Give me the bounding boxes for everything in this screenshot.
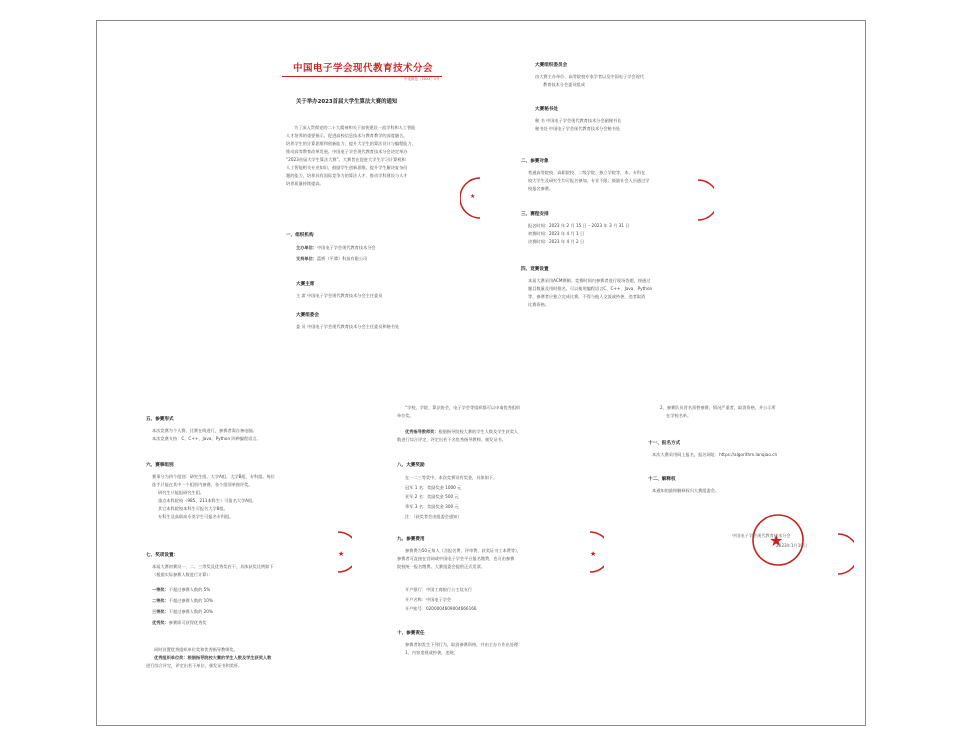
- text-line: 在学校名单。: [666, 412, 692, 418]
- award-item: [152, 596, 213, 607]
- award-label: 二等奖：: [152, 597, 169, 603]
- teacher-award-first: 根据指导院校大赛的学生人数及学生获奖人: [438, 429, 519, 434]
- text-line: 本届大赛初赛设一、二、三等奖及优秀奖若干，具体获奖比例如下: [152, 564, 274, 569]
- bank-value: 中国工商银行公主坟支行: [425, 587, 473, 592]
- extra-awards-text: [146, 646, 316, 670]
- text-line: 决赛时间：2023 年 4 月 2 日: [528, 238, 585, 244]
- text-line: 等，参赛者应独立完成比赛，不得与他人交流或抄袭，违者取消: [528, 293, 646, 299]
- text-line: 院校统一报名缴费。大赛组委会提供正式发票。: [397, 563, 485, 569]
- bank-row: [405, 595, 477, 605]
- sign-date: 2023年1月10日: [776, 543, 808, 548]
- section-title: 十、参赛责任: [397, 631, 425, 636]
- bank-label: 开户银行：: [405, 587, 426, 592]
- text-line: 普通高等院校、高职院校、二级学院、独立学院等，本、专科在: [528, 170, 646, 175]
- sec7-text: [152, 563, 312, 579]
- intro-paragraph: [286, 124, 444, 188]
- award-value: 不超过参赛人数的 20%: [168, 608, 213, 614]
- text-line: 冠军 1 名：奖励奖金 1000 元: [405, 484, 462, 490]
- bank-label: 开户名称：: [405, 596, 426, 602]
- text-line: “学校、学院、算法协会，电子学会等组织都可以申请优秀组织: [405, 405, 521, 410]
- official-seal: [750, 512, 806, 568]
- text-line: 1、内容违规或抄袭，违规；: [405, 649, 458, 655]
- bank-value: 中国电子学会: [425, 596, 452, 602]
- section-title: 十二、解释权: [648, 477, 676, 482]
- text-line: 题目数量及用时排名。可以使用编程语言C、C++、Java、Python: [528, 285, 653, 291]
- text-line: 由大赛主办单位、高等院校专家学者以及中国电子学会现代: [535, 74, 644, 79]
- text-line: 报名时间：2023 年 2 月 15 日 – 2023 年 3 月 31 日: [528, 223, 630, 228]
- chair-line: 主 席 中国电子学会现代教育技术分会主任委员: [296, 293, 383, 298]
- chair-title: 大赛主席: [296, 282, 315, 287]
- red-seal-partial: [590, 530, 604, 574]
- bank-label: 开户账号：: [405, 606, 426, 612]
- committee-line: 委 员 中国电子学会现代教育技术分会主任委员和秘书处: [296, 324, 400, 329]
- text-line: 注：（获奖者会由组委会通知）: [405, 513, 462, 519]
- sec2-text: [528, 169, 678, 193]
- doc-title: 关于举办2023首届大学生算法大赛的通知: [296, 99, 398, 105]
- bank-row: [405, 604, 477, 614]
- sec12-text: 本通知的最终解释权归大赛组委会。: [652, 488, 720, 493]
- sec10-text: [397, 641, 582, 657]
- text-line: 本次竞赛支持：C、C++、Java、Python 四种编程语言。: [152, 435, 261, 441]
- intro-line: 培养学生的计算思维和创新能力，提升大学生的算法设计与编程能力，: [286, 140, 416, 146]
- award-label: 优秀奖：: [152, 619, 169, 625]
- svg-text:★: ★: [338, 550, 345, 558]
- text-line: 在一二三等奖中，本次竞赛设有奖金，具体如下。: [405, 475, 498, 480]
- intro-line: 培养质量持续提高。: [286, 180, 324, 186]
- org-committee-title: 大赛组织委员会: [535, 63, 568, 68]
- bank-value: 0200004609004666166: [425, 606, 477, 612]
- text-line: 2、参赛队员冒名顶替参赛，情况严重者，取消资格，并公示所: [660, 405, 776, 410]
- award-label: 一等奖：: [152, 587, 169, 592]
- cont-text: [397, 404, 572, 420]
- sec9-text: [397, 547, 582, 571]
- sec5-text: [152, 427, 261, 443]
- red-seal-partial: [338, 530, 352, 574]
- text-line: 进行综合评定，评定出若干单位，颁发证书和奖杯。: [146, 662, 243, 668]
- award-label: 三等奖：: [152, 608, 169, 614]
- sec6-text: [152, 473, 302, 521]
- award-value: 不超过参赛人数的 5%: [168, 587, 211, 592]
- sec8-text: [405, 473, 497, 521]
- text-line: 参赛费为50元每人（含报名费、评审费、获奖证书工本费等），: [405, 548, 522, 553]
- award-value: 不超过参赛人数的 10%: [168, 597, 213, 603]
- award-item: [152, 618, 213, 629]
- svg-text:★: ★: [769, 531, 784, 550]
- text-line: 校大学生及研究生均可报名参加，专业不限；鼓励社会人员通过学: [528, 177, 650, 183]
- text-line: 参赛者如发生下列行为，取消参赛资格，并由主办方作出处理：: [405, 642, 523, 647]
- text-line: 同时设置优秀组织单位奖和优秀指导教师奖。: [154, 647, 238, 652]
- text-line: 优秀组织单位奖：根据指导院校大赛的学生人数及学生获奖人数: [154, 654, 272, 660]
- host-label: 主办单位：: [296, 245, 317, 250]
- section-title: 三、赛程安排: [521, 212, 549, 217]
- text-line: 季军 3 名：奖励奖金 300 元: [405, 503, 459, 509]
- text-line: 比赛资格。: [528, 301, 549, 307]
- text-line: 本届大赛采用ACM赛制。竞赛时间内参赛者进行现场答题，按通过: [528, 278, 651, 283]
- text-line: 研究生只能报研究生组。: [158, 489, 205, 495]
- bank-row: [405, 585, 477, 595]
- award-item: [152, 585, 213, 596]
- teacher-award-label: 优秀指导教师奖：: [405, 429, 439, 434]
- text-line: 数进行综合评定，评定出若干名优秀指导教师，颁发证书。: [397, 436, 506, 442]
- section-title: 六、赛事组别: [146, 463, 174, 468]
- sec3-text: [528, 222, 629, 246]
- item2-text: [652, 404, 812, 420]
- red-seal-partial: [698, 178, 714, 222]
- svg-text:★: ★: [590, 550, 597, 558]
- section-title: 四、竞赛设置: [521, 267, 549, 272]
- award-value: 参赛即可获得优秀奖: [168, 619, 207, 625]
- text-line: 重点本科院校（985、211本科生）可报名大学A组。: [158, 497, 257, 503]
- text-line: 其它本科院校本科生可报名大学B组。: [158, 505, 228, 511]
- text-line: 秘 书 中国电子学会现代教育技术分会副秘书长: [535, 118, 622, 123]
- text-line: 校报名参赛。: [528, 185, 554, 191]
- text-line: （根据实际参赛人数进行计算）：: [152, 571, 213, 577]
- intro-line: 人才培养的重要指示，促进高校信息技术与教育教学的深度融合，: [286, 132, 408, 138]
- org-committee-text: [535, 73, 685, 89]
- intro-line: 人工智能相关专业知识，鼓励学生创新思维，提升学生解决复杂问: [286, 164, 408, 170]
- text-line: 教育技术分会委员组成: [543, 81, 585, 87]
- sign-org: 中国电子学会现代教育技术分会: [732, 533, 791, 538]
- red-seal-partial: [460, 176, 480, 220]
- teacher-award-text: [397, 428, 572, 444]
- text-line: 选手只能在其中一个组别内参赛。各个组别单独评奖。: [152, 481, 253, 487]
- red-seal-partial: [838, 532, 854, 576]
- section-title: 一、组织机构: [286, 233, 314, 238]
- text-line: 专科生及高职高专类学生可报名专科组。: [158, 513, 234, 519]
- intro-line: 推动高等教育改革发展。中国电子学会现代教育技术分会决定举办: [286, 148, 408, 154]
- awards-list: [152, 585, 213, 629]
- section-title: 七、奖项设置：: [146, 553, 179, 558]
- text-line: [397, 428, 572, 436]
- support-value: 蓝桥（平潭）科技有限公司: [316, 256, 368, 261]
- text-line: 参赛者可直接在官网或中国电子学会平台报名缴费，也可由参赛: [397, 555, 515, 561]
- section-title: 五、参赛形式: [146, 417, 174, 422]
- host-value: 中国电子学会现代教育技术分会: [316, 245, 376, 250]
- award-item: [152, 607, 213, 618]
- support-label: 支持单位：: [296, 256, 317, 261]
- text-line: 单位奖。: [397, 412, 414, 418]
- section-title: 十一、报名方式: [648, 441, 681, 446]
- support-unit: [296, 255, 367, 263]
- sec4-text: [528, 277, 678, 309]
- text-line: 亚军 2 名：奖励奖金 500 元: [405, 494, 459, 500]
- sec11-text: 本次大赛采用网上报名，报名网址：https://algorithm.lanqiao.cn: [652, 452, 778, 457]
- section-title: 九、参赛费用: [397, 537, 425, 542]
- host-unit: [296, 244, 376, 252]
- committee-title: 大赛组委会: [296, 313, 319, 318]
- bank-info: [405, 585, 477, 614]
- section-title: 八、大赛奖励: [397, 463, 425, 468]
- org-title: 中国电子学会现代教育技术分会: [292, 63, 433, 74]
- text-line: 赛事分为四个组别：研究生组、大学A组、大学B组、专科组。每位: [152, 474, 275, 479]
- doc-number: 中电教技〔2023〕1号: [404, 77, 440, 81]
- intro-line: 为了深入贯彻党的二十大精神和关于加快建设一流学科和人工智能: [294, 125, 416, 130]
- text-line: 秘书处 中国电子学会现代教育技术分会秘书处: [535, 125, 621, 131]
- text-line: 初赛时间：2023 年 4 月 1 日: [528, 230, 585, 236]
- intro-line: “2023首届大学生算法大赛”。大赛旨在促进大学生学习计算机和: [286, 156, 406, 162]
- text-line: 本次竞赛为个人赛，比赛在线进行，参赛者需自备电脑。: [152, 428, 257, 433]
- svg-text:★: ★: [470, 193, 476, 200]
- secretariat-text: [535, 117, 621, 133]
- section-title: 二、参赛对象: [521, 159, 549, 164]
- secretariat-title: 大赛秘书处: [535, 107, 558, 112]
- intro-line: 题的能力，培养具有国际竞争力的算法人才，推动学科建设与人才: [286, 172, 408, 178]
